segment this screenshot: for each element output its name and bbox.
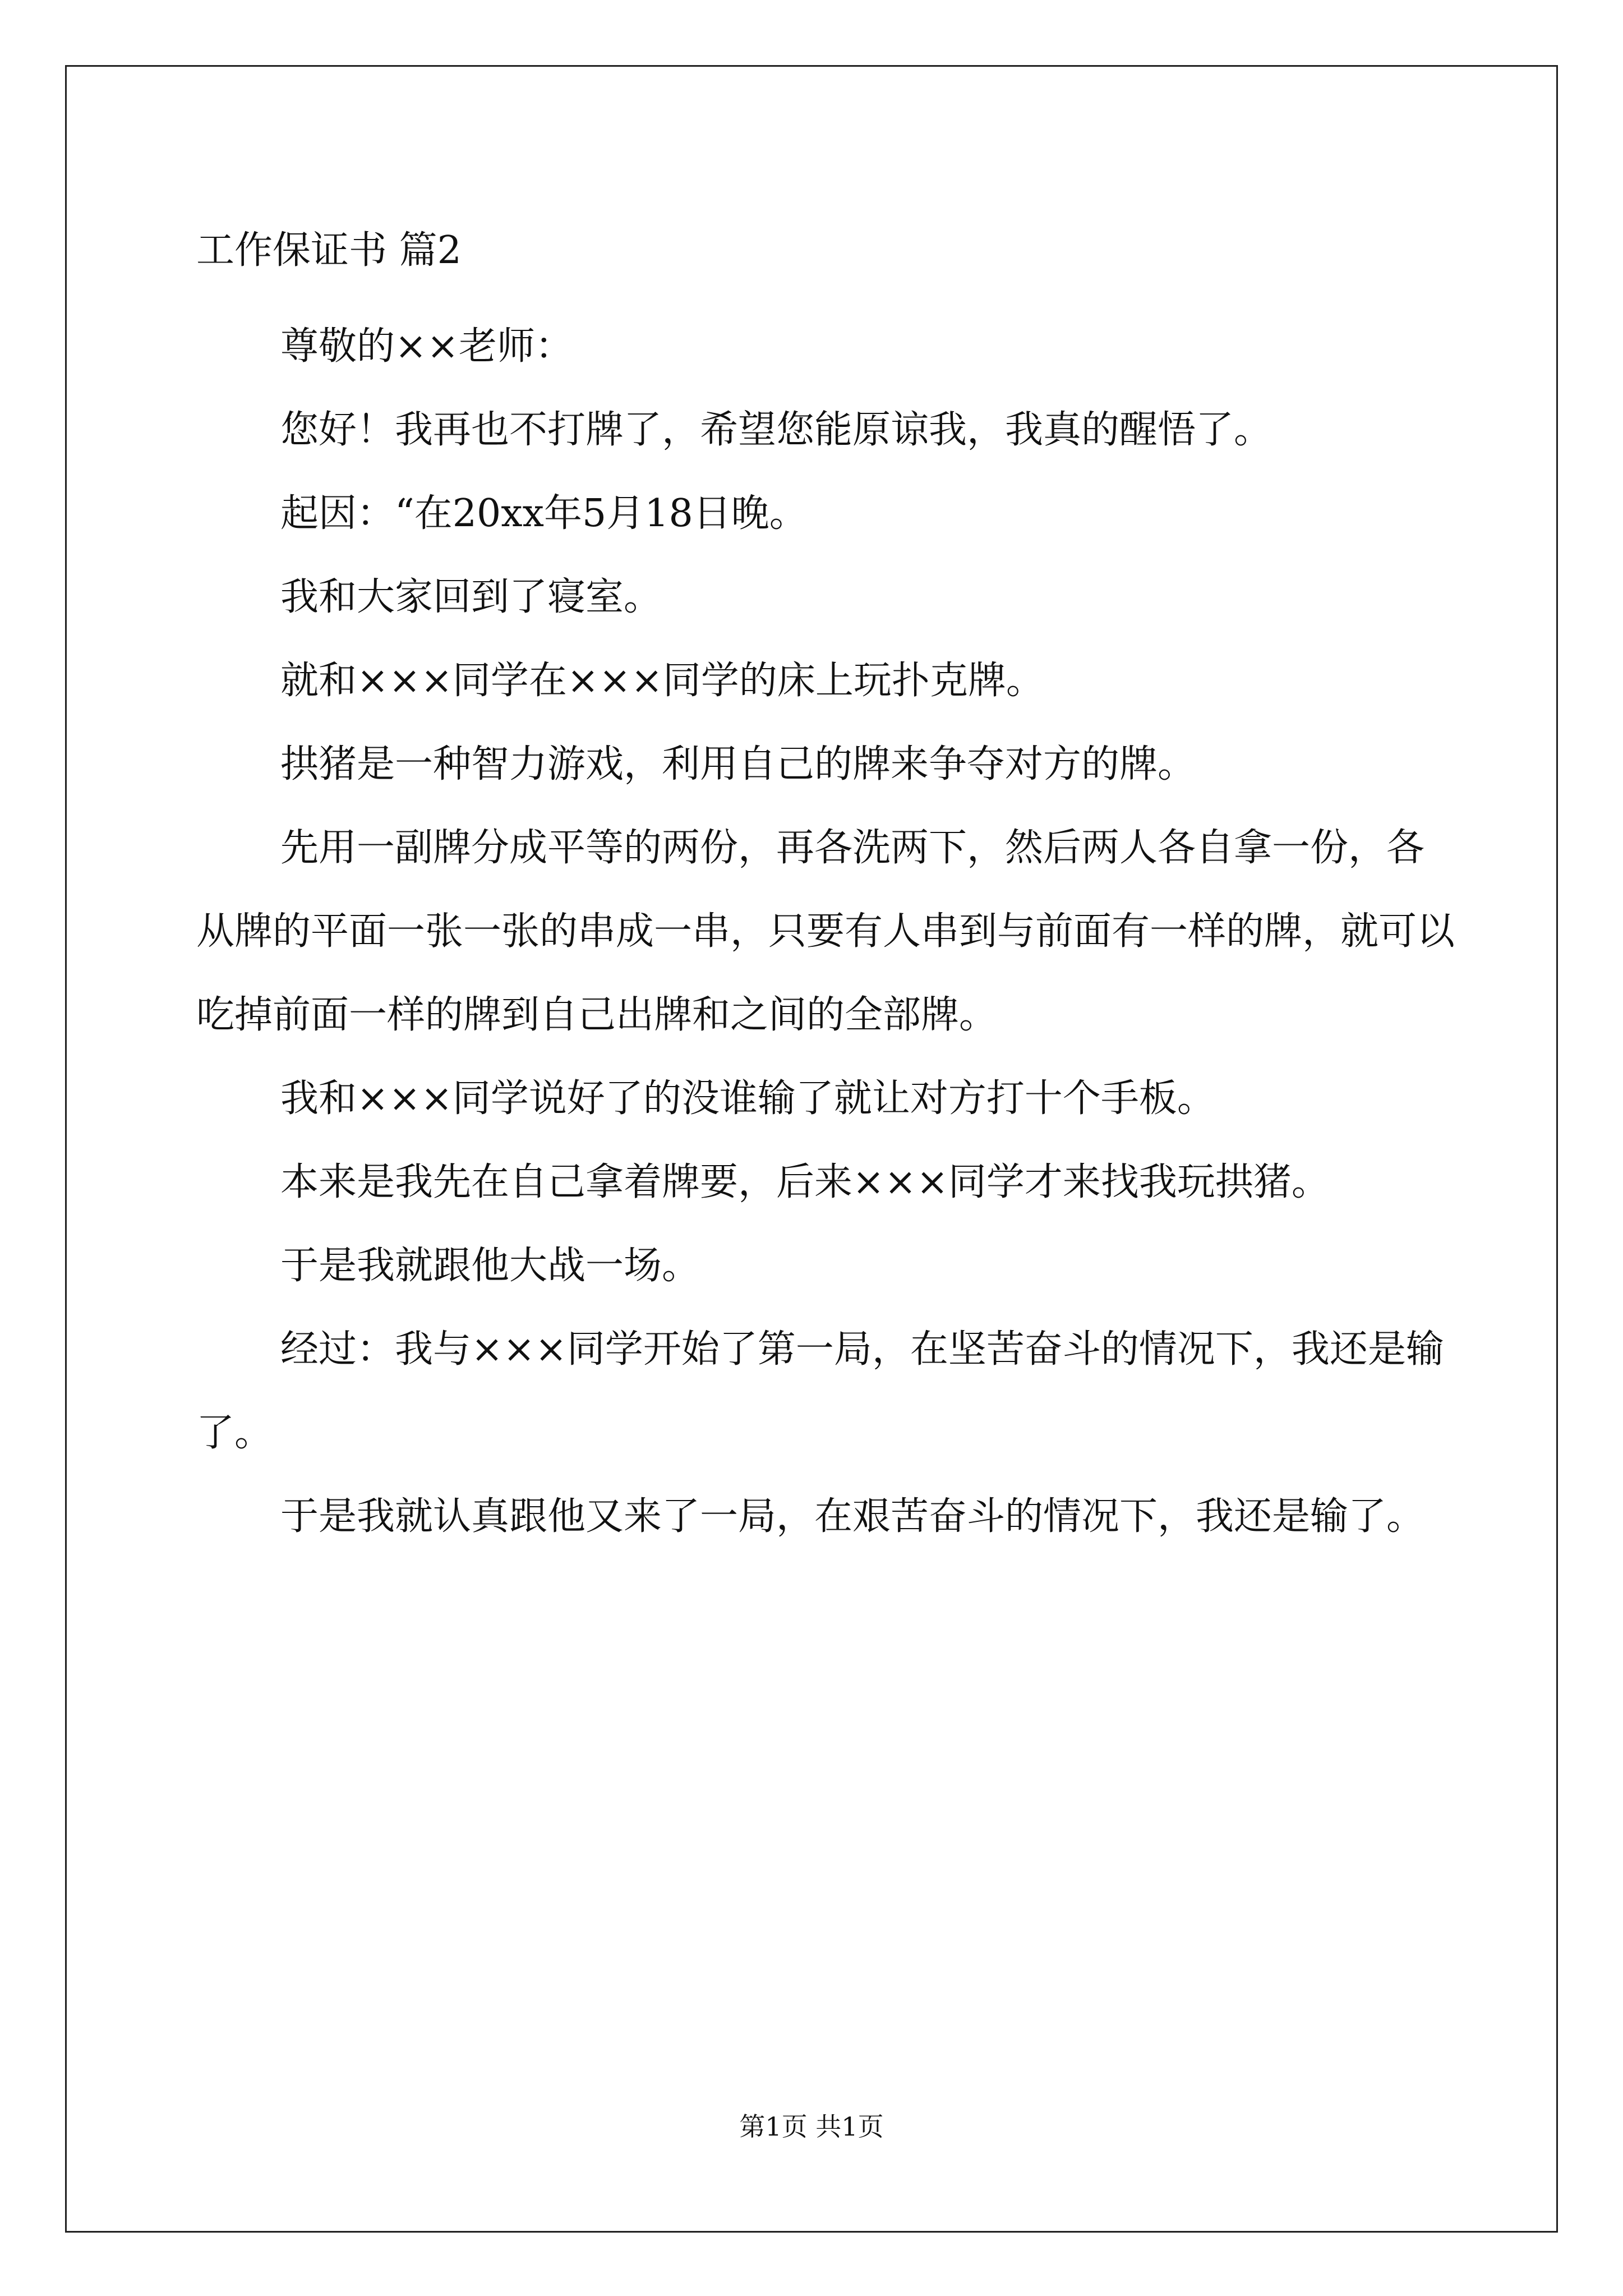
paragraph: 起因：“在20xx年5月18日晚。 <box>280 491 808 536</box>
document-title: 工作保证书 篇2 <box>196 228 462 273</box>
page-footer: 第1页 共1页 <box>739 2111 884 2142</box>
paragraph: 就和×××同学在×××同学的床上玩扑克牌。 <box>280 659 1044 703</box>
paragraph: 本来是我先在自己拿着牌要，后来×××同学才来找我玩拱猪。 <box>280 1160 1330 1204</box>
paragraph: 拱猪是一种智力游戏，利用自己的牌来争夺对方的牌。 <box>280 742 1196 786</box>
paragraph: 先用一副牌分成平等的两份，再各洗两下，然后两人各自拿一份，各从牌的平面一张一张的串成一串，只要有人串到与前面有一样的牌，就可以吃掉前面一样的牌到自己出牌和之间的全部牌。 <box>196 826 1455 1037</box>
paragraph: 您好！我再也不打牌了，希望您能原谅我，我真的醒悟了。 <box>280 408 1272 452</box>
paragraph: 经过：我与×××同学开始了第一局，在坚苦奋斗的情况下，我还是输了。 <box>196 1327 1444 1455</box>
paragraph: 我和×××同学说好了的没谁输了就让对方打十个手板。 <box>280 1076 1215 1121</box>
paragraph-salutation: 尊敬的××老师： <box>280 324 573 369</box>
document-body <box>196 222 1458 1558</box>
paragraph: 于是我就认真跟他又来了一局，在艰苦奋斗的情况下，我还是输了。 <box>280 1494 1425 1539</box>
paragraph: 于是我就跟他大战一场。 <box>280 1244 700 1288</box>
paragraph: 我和大家回到了寝室。 <box>280 575 662 619</box>
